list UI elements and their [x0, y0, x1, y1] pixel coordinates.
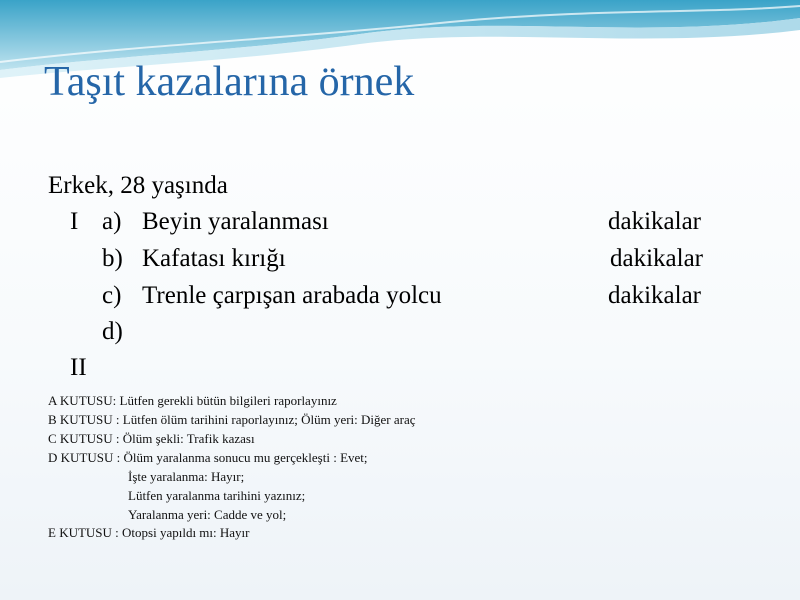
slide-title: Taşıt kazalarına örnek — [44, 59, 415, 105]
item-b-letter: b) — [102, 245, 123, 272]
note-d-detail-2: Lütfen yaralanma tarihini yazınız; — [128, 488, 306, 503]
item-b-interval: dakikalar — [610, 245, 704, 272]
note-c-kutusu: C KUTUSU : Ölüm şekli: Trafik kazası — [48, 431, 255, 446]
note-d-detail-1: İşte yaralanma: Hayır; — [128, 469, 245, 484]
item-a-interval: dakikalar — [608, 208, 702, 235]
part1-roman: I — [70, 208, 79, 235]
note-d-kutusu: D KUTUSU : Ölüm yaralanma sonucu mu gerçekleşti : Evet; — [48, 450, 368, 465]
note-a-kutusu: A KUTUSU: Lütfen gerekli bütün bilgileri raporlayınız — [48, 393, 337, 408]
note-d-detail-3: Yaralanma yeri: Cadde ve yol; — [128, 507, 287, 522]
note-b-kutusu: B KUTUSU : Lütfen ölüm tarihini raporlayınız; Ölüm yeri: Diğer araç — [48, 412, 416, 427]
part2-roman: II — [70, 354, 87, 381]
item-c-text: Trenle çarpışan arabada yolcu — [142, 282, 442, 309]
item-c-letter: c) — [102, 282, 122, 309]
item-c-interval: dakikalar — [608, 282, 702, 309]
item-d-letter: d) — [102, 318, 123, 345]
item-a-letter: a) — [102, 208, 122, 235]
item-a-text: Beyin yaralanması — [142, 208, 329, 235]
item-b-text: Kafatası kırığı — [142, 245, 286, 272]
subject-line: Erkek, 28 yaşında — [48, 172, 228, 199]
note-e-kutusu: E KUTUSU : Otopsi yapıldı mı: Hayır — [48, 525, 250, 540]
